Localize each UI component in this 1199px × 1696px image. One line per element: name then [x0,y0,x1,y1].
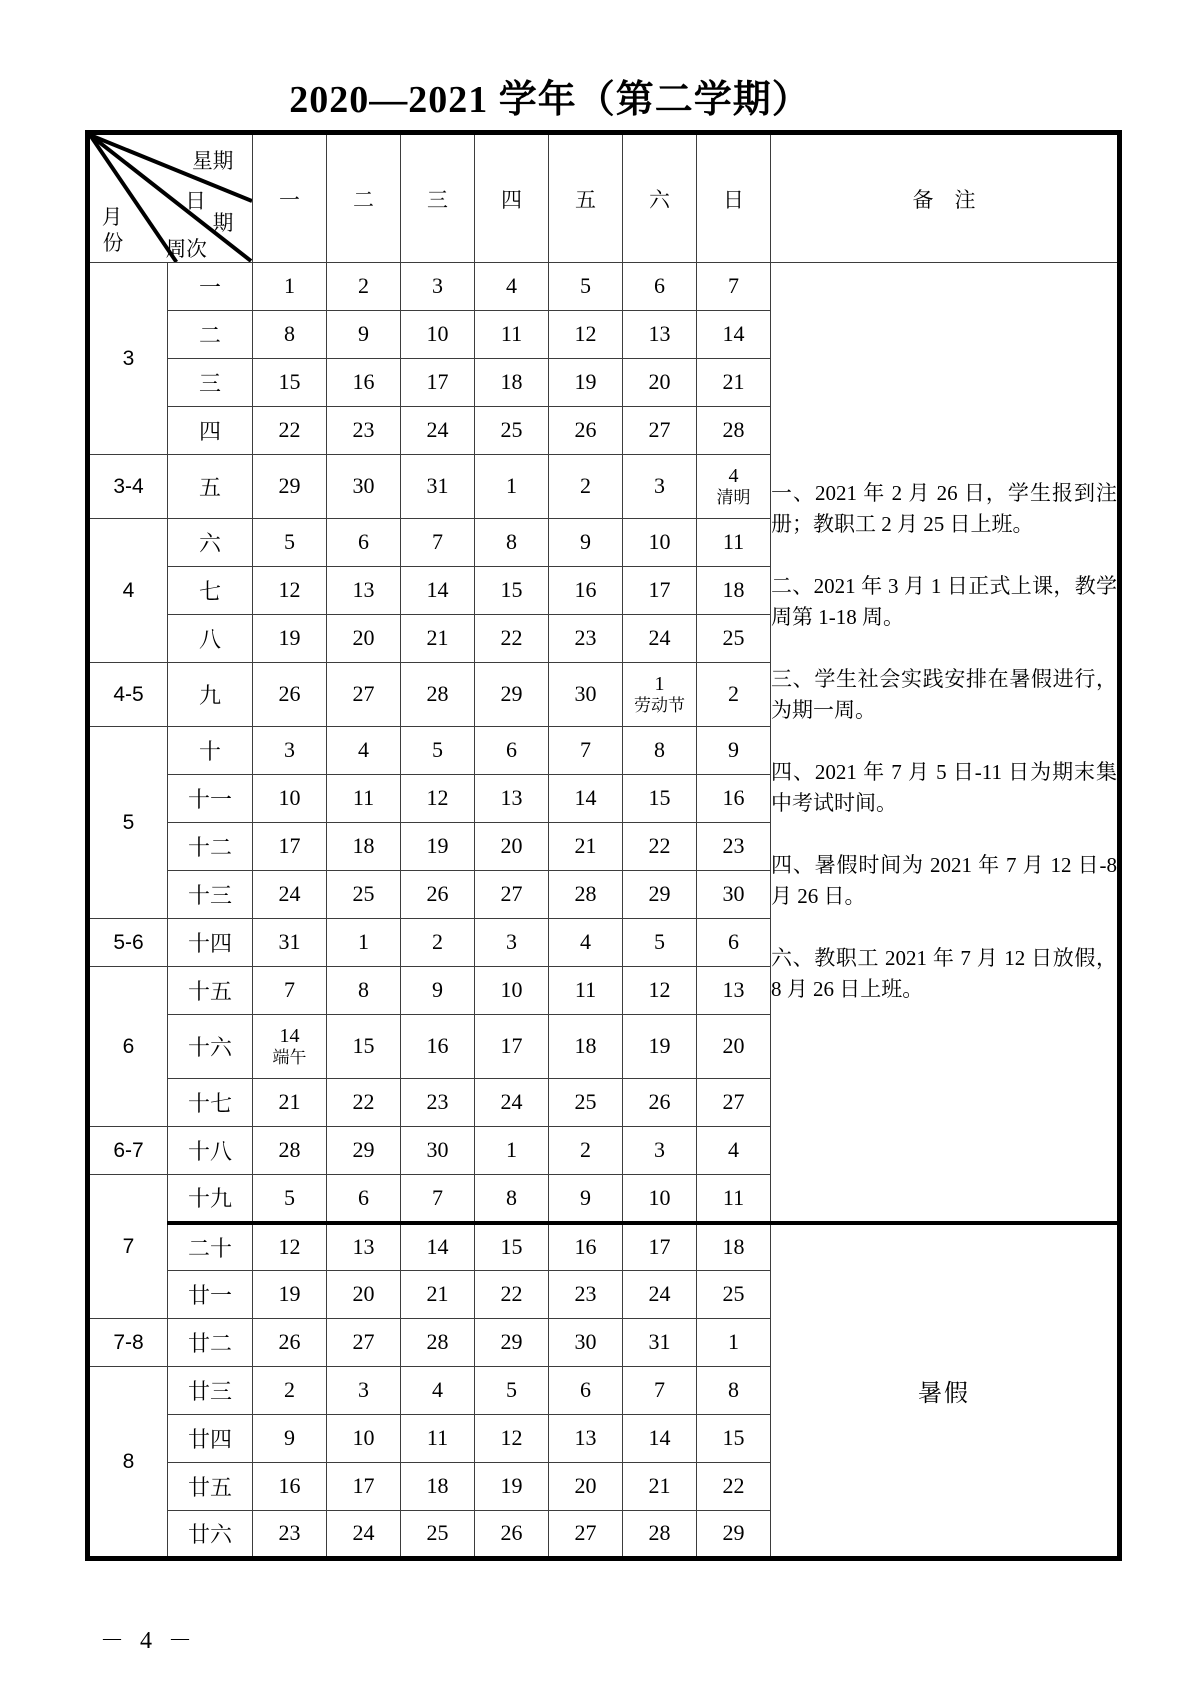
day-cell: 5 [475,1367,549,1415]
day-cell: 8 [475,519,549,567]
day-cell: 11 [401,1415,475,1463]
month-label: 4-5 [88,663,168,727]
day-cell: 13 [623,311,697,359]
note-paragraph: 三、学生社会实践安排在暑假进行，为期一周。 [771,666,1117,723]
day-cell: 26 [549,407,623,455]
day-cell: 23 [549,1271,623,1319]
notes-header-cell: 备 注 [771,133,1120,263]
corner-label-weeknum: 周次 [165,237,207,262]
day-cell: 26 [401,871,475,919]
day-cell: 8 [623,727,697,775]
corner-label-date-1: 日 [185,189,206,214]
day-cell: 3 [475,919,549,967]
day-cell: 19 [253,615,327,663]
day-cell: 16 [401,1015,475,1079]
day-cell: 2 [549,455,623,519]
day-cell: 2 [697,663,771,727]
week-label: 廿五 [168,1463,253,1511]
day-cell: 18 [475,359,549,407]
day-header-thu: 四 [475,133,549,263]
day-cell: 15 [327,1015,401,1079]
note-paragraph: 一、2021 年 2 月 26 日，学生报到注册；教职工 2 月 25 日上班。 [771,480,1117,537]
week-row [88,1223,1120,1271]
day-cell: 7 [697,263,771,311]
day-cell: 3 [623,455,697,519]
day-cell: 14 [549,775,623,823]
day-header-tue: 二 [327,133,401,263]
day-cell: 17 [623,1223,697,1271]
day-cell: 22 [475,1271,549,1319]
day-cell: 20 [697,1015,771,1079]
day-cell: 29 [475,663,549,727]
day-cell: 16 [327,359,401,407]
week-label: 五 [168,455,253,519]
note-paragraph: 六、教职工 2021 年 7 月 12 日放假，8 月 26 日上班。 [771,945,1117,1002]
day-cell: 10 [253,775,327,823]
day-cell: 22 [697,1463,771,1511]
day-number: 4 [728,465,739,488]
day-cell: 4 [549,919,623,967]
day-cell: 11 [697,519,771,567]
corner-header-cell [88,133,253,263]
day-cell: 29 [623,871,697,919]
day-cell: 26 [253,1319,327,1367]
day-cell: 2 [549,1127,623,1175]
week-label: 六 [168,519,253,567]
corner-diagonals [90,135,252,262]
day-cell: 5 [253,519,327,567]
week-row [88,263,1120,311]
day-cell: 11 [475,311,549,359]
day-cell: 23 [253,1511,327,1559]
day-cell: 7 [549,727,623,775]
day-cell: 15 [475,567,549,615]
day-cell: 24 [401,407,475,455]
day-cell: 1 [253,263,327,311]
day-cell: 9 [697,727,771,775]
day-cell: 18 [697,1223,771,1271]
day-cell: 20 [549,1463,623,1511]
day-cell: 4 [401,1367,475,1415]
week-label: 十 [168,727,253,775]
day-cell: 25 [697,615,771,663]
month-label: 6 [88,967,168,1127]
day-header-mon: 一 [253,133,327,263]
day-cell: 22 [327,1079,401,1127]
day-cell: 13 [697,967,771,1015]
day-cell: 1 [697,1319,771,1367]
day-cell: 27 [623,407,697,455]
day-cell: 23 [401,1079,475,1127]
day-cell: 28 [253,1127,327,1175]
day-cell: 29 [697,1511,771,1559]
month-label: 3-4 [88,455,168,519]
day-cell: 6 [549,1367,623,1415]
day-cell: 19 [549,359,623,407]
week-label: 九 [168,663,253,727]
day-cell: 5 [253,1175,327,1223]
week-label: 一 [168,263,253,311]
month-label: 5-6 [88,919,168,967]
day-header-fri: 五 [549,133,623,263]
day-cell: 16 [549,1223,623,1271]
day-header-wed: 三 [401,133,475,263]
day-cell: 17 [623,567,697,615]
day-cell: 29 [253,455,327,519]
day-cell: 2 [253,1367,327,1415]
day-cell: 31 [623,1319,697,1367]
day-cell [253,1015,327,1079]
day-cell: 16 [253,1463,327,1511]
day-cell: 12 [623,967,697,1015]
day-cell: 12 [549,311,623,359]
day-cell: 25 [549,1079,623,1127]
day-cell: 15 [475,1223,549,1271]
day-cell: 11 [549,967,623,1015]
day-cell: 6 [327,1175,401,1223]
day-cell: 13 [327,567,401,615]
day-cell: 23 [327,407,401,455]
day-header-sun: 日 [697,133,771,263]
day-cell: 24 [475,1079,549,1127]
day-cell: 8 [475,1175,549,1223]
day-cell: 22 [253,407,327,455]
day-cell: 14 [623,1415,697,1463]
page-number: － 4 － [100,1628,197,1654]
day-cell: 16 [549,567,623,615]
day-number: 14 [279,1025,300,1048]
day-cell: 4 [327,727,401,775]
week-label: 廿一 [168,1271,253,1319]
day-cell: 1 [475,1127,549,1175]
day-cell: 25 [327,871,401,919]
week-label: 十二 [168,823,253,871]
day-cell: 9 [401,967,475,1015]
day-cell: 24 [327,1511,401,1559]
day-cell: 4 [697,1127,771,1175]
day-cell: 10 [327,1415,401,1463]
day-cell: 7 [623,1367,697,1415]
day-cell: 15 [697,1415,771,1463]
day-cell: 8 [697,1367,771,1415]
day-cell: 27 [327,663,401,727]
day-cell: 12 [253,1223,327,1271]
day-cell: 11 [697,1175,771,1223]
week-label: 十九 [168,1175,253,1223]
calendar-body [88,263,1120,1559]
day-cell: 2 [401,919,475,967]
day-cell: 20 [327,1271,401,1319]
day-cell [623,663,697,727]
day-cell: 22 [475,615,549,663]
week-label: 十六 [168,1015,253,1079]
day-cell: 25 [475,407,549,455]
day-cell: 16 [697,775,771,823]
day-cell: 28 [401,1319,475,1367]
day-cell: 12 [253,567,327,615]
corner-label-month-1: 月 [101,205,123,230]
day-cell: 25 [401,1511,475,1559]
day-cell: 28 [401,663,475,727]
week-label: 十一 [168,775,253,823]
day-cell: 18 [327,823,401,871]
day-cell: 15 [253,359,327,407]
week-label: 十五 [168,967,253,1015]
day-cell [697,455,771,519]
day-cell: 27 [475,871,549,919]
day-cell: 29 [327,1127,401,1175]
corner-label-month-2: 份 [102,231,124,256]
day-cell: 30 [401,1127,475,1175]
week-label: 廿六 [168,1511,253,1559]
day-cell: 14 [401,1223,475,1271]
day-cell: 30 [327,455,401,519]
day-cell: 11 [327,775,401,823]
day-cell: 27 [327,1319,401,1367]
day-cell: 24 [253,871,327,919]
vacation-cell: 暑假 [771,1223,1120,1559]
day-cell: 10 [475,967,549,1015]
day-cell: 21 [401,1271,475,1319]
week-label: 二十 [168,1223,253,1271]
day-cell: 13 [475,775,549,823]
day-cell: 3 [327,1367,401,1415]
holiday-label: 清明 [716,488,751,508]
day-cell: 5 [623,919,697,967]
day-cell: 17 [327,1463,401,1511]
day-cell: 30 [549,663,623,727]
day-cell: 2 [327,263,401,311]
day-cell: 30 [549,1319,623,1367]
day-cell: 10 [401,311,475,359]
day-cell: 28 [623,1511,697,1559]
day-cell: 6 [697,919,771,967]
day-cell: 19 [253,1271,327,1319]
week-label: 廿三 [168,1367,253,1415]
week-label: 四 [168,407,253,455]
day-cell: 10 [623,1175,697,1223]
note-paragraph: 四、2021 年 7 月 5 日-11 日为期末集中考试时间。 [771,759,1117,816]
day-cell: 26 [623,1079,697,1127]
day-cell: 5 [549,263,623,311]
day-cell: 31 [253,919,327,967]
day-cell: 9 [549,1175,623,1223]
day-cell: 6 [623,263,697,311]
month-label: 4 [88,519,168,663]
week-label: 廿二 [168,1319,253,1367]
day-cell: 19 [475,1463,549,1511]
week-label: 三 [168,359,253,407]
week-label: 十七 [168,1079,253,1127]
day-cell: 21 [697,359,771,407]
day-cell: 30 [697,871,771,919]
day-cell: 14 [401,567,475,615]
day-cell: 8 [253,311,327,359]
day-cell: 27 [549,1511,623,1559]
day-cell: 19 [623,1015,697,1079]
day-cell: 3 [401,263,475,311]
header-row [88,133,1120,263]
week-label: 廿四 [168,1415,253,1463]
note-paragraph: 四、暑假时间为 2021 年 7 月 12 日-8 月 26 日。 [771,852,1117,909]
day-cell: 10 [623,519,697,567]
day-cell: 24 [623,615,697,663]
day-cell: 21 [623,1463,697,1511]
corner-label-weekday: 星期 [192,149,234,174]
day-cell: 29 [475,1319,549,1367]
day-cell: 21 [253,1079,327,1127]
page-title: 2020—2021 学年（第二学期） [289,79,811,121]
day-cell: 18 [549,1015,623,1079]
day-cell: 17 [475,1015,549,1079]
day-cell: 6 [327,519,401,567]
holiday-label: 端午 [272,1048,307,1068]
day-cell: 12 [475,1415,549,1463]
day-cell: 17 [401,359,475,407]
month-label: 3 [88,263,168,455]
day-cell: 9 [253,1415,327,1463]
day-cell: 22 [623,823,697,871]
holiday-label: 劳动节 [634,696,685,716]
day-cell: 20 [475,823,549,871]
day-cell: 31 [401,455,475,519]
day-cell: 1 [475,455,549,519]
week-label: 八 [168,615,253,663]
day-cell: 24 [623,1271,697,1319]
day-cell: 6 [475,727,549,775]
month-label: 8 [88,1367,168,1559]
day-header-sat: 六 [623,133,697,263]
day-cell: 1 [327,919,401,967]
day-cell: 4 [475,263,549,311]
day-cell: 9 [327,311,401,359]
day-cell: 17 [253,823,327,871]
month-label: 5 [88,727,168,919]
day-cell: 7 [401,1175,475,1223]
day-cell: 28 [549,871,623,919]
day-cell: 20 [327,615,401,663]
week-label: 十八 [168,1127,253,1175]
day-cell: 15 [623,775,697,823]
week-label: 七 [168,567,253,615]
week-label: 二 [168,311,253,359]
day-number: 1 [654,673,665,696]
day-cell: 7 [253,967,327,1015]
day-cell: 7 [401,519,475,567]
day-cell: 9 [549,519,623,567]
notes-cell [771,263,1120,1223]
corner-label-date-2: 期 [212,211,234,236]
day-cell: 21 [401,615,475,663]
day-cell: 23 [549,615,623,663]
day-cell: 28 [697,407,771,455]
day-cell: 8 [327,967,401,1015]
day-cell: 18 [697,567,771,615]
day-cell: 13 [327,1223,401,1271]
month-label: 7-8 [88,1319,168,1367]
day-cell: 26 [475,1511,549,1559]
day-cell: 18 [401,1463,475,1511]
day-cell: 19 [401,823,475,871]
day-cell: 14 [697,311,771,359]
calendar-table [85,130,1122,1561]
day-cell: 20 [623,359,697,407]
week-label: 十四 [168,919,253,967]
day-cell: 26 [253,663,327,727]
day-cell: 25 [697,1271,771,1319]
month-label: 7 [88,1175,168,1319]
day-cell: 23 [697,823,771,871]
day-cell: 13 [549,1415,623,1463]
day-cell: 21 [549,823,623,871]
day-cell: 3 [253,727,327,775]
week-label: 十三 [168,871,253,919]
note-paragraph: 二、2021 年 3 月 1 日正式上课，教学周第 1-18 周。 [771,573,1117,630]
day-cell: 3 [623,1127,697,1175]
month-label: 6-7 [88,1127,168,1175]
day-cell: 5 [401,727,475,775]
day-cell: 12 [401,775,475,823]
day-cell: 27 [697,1079,771,1127]
